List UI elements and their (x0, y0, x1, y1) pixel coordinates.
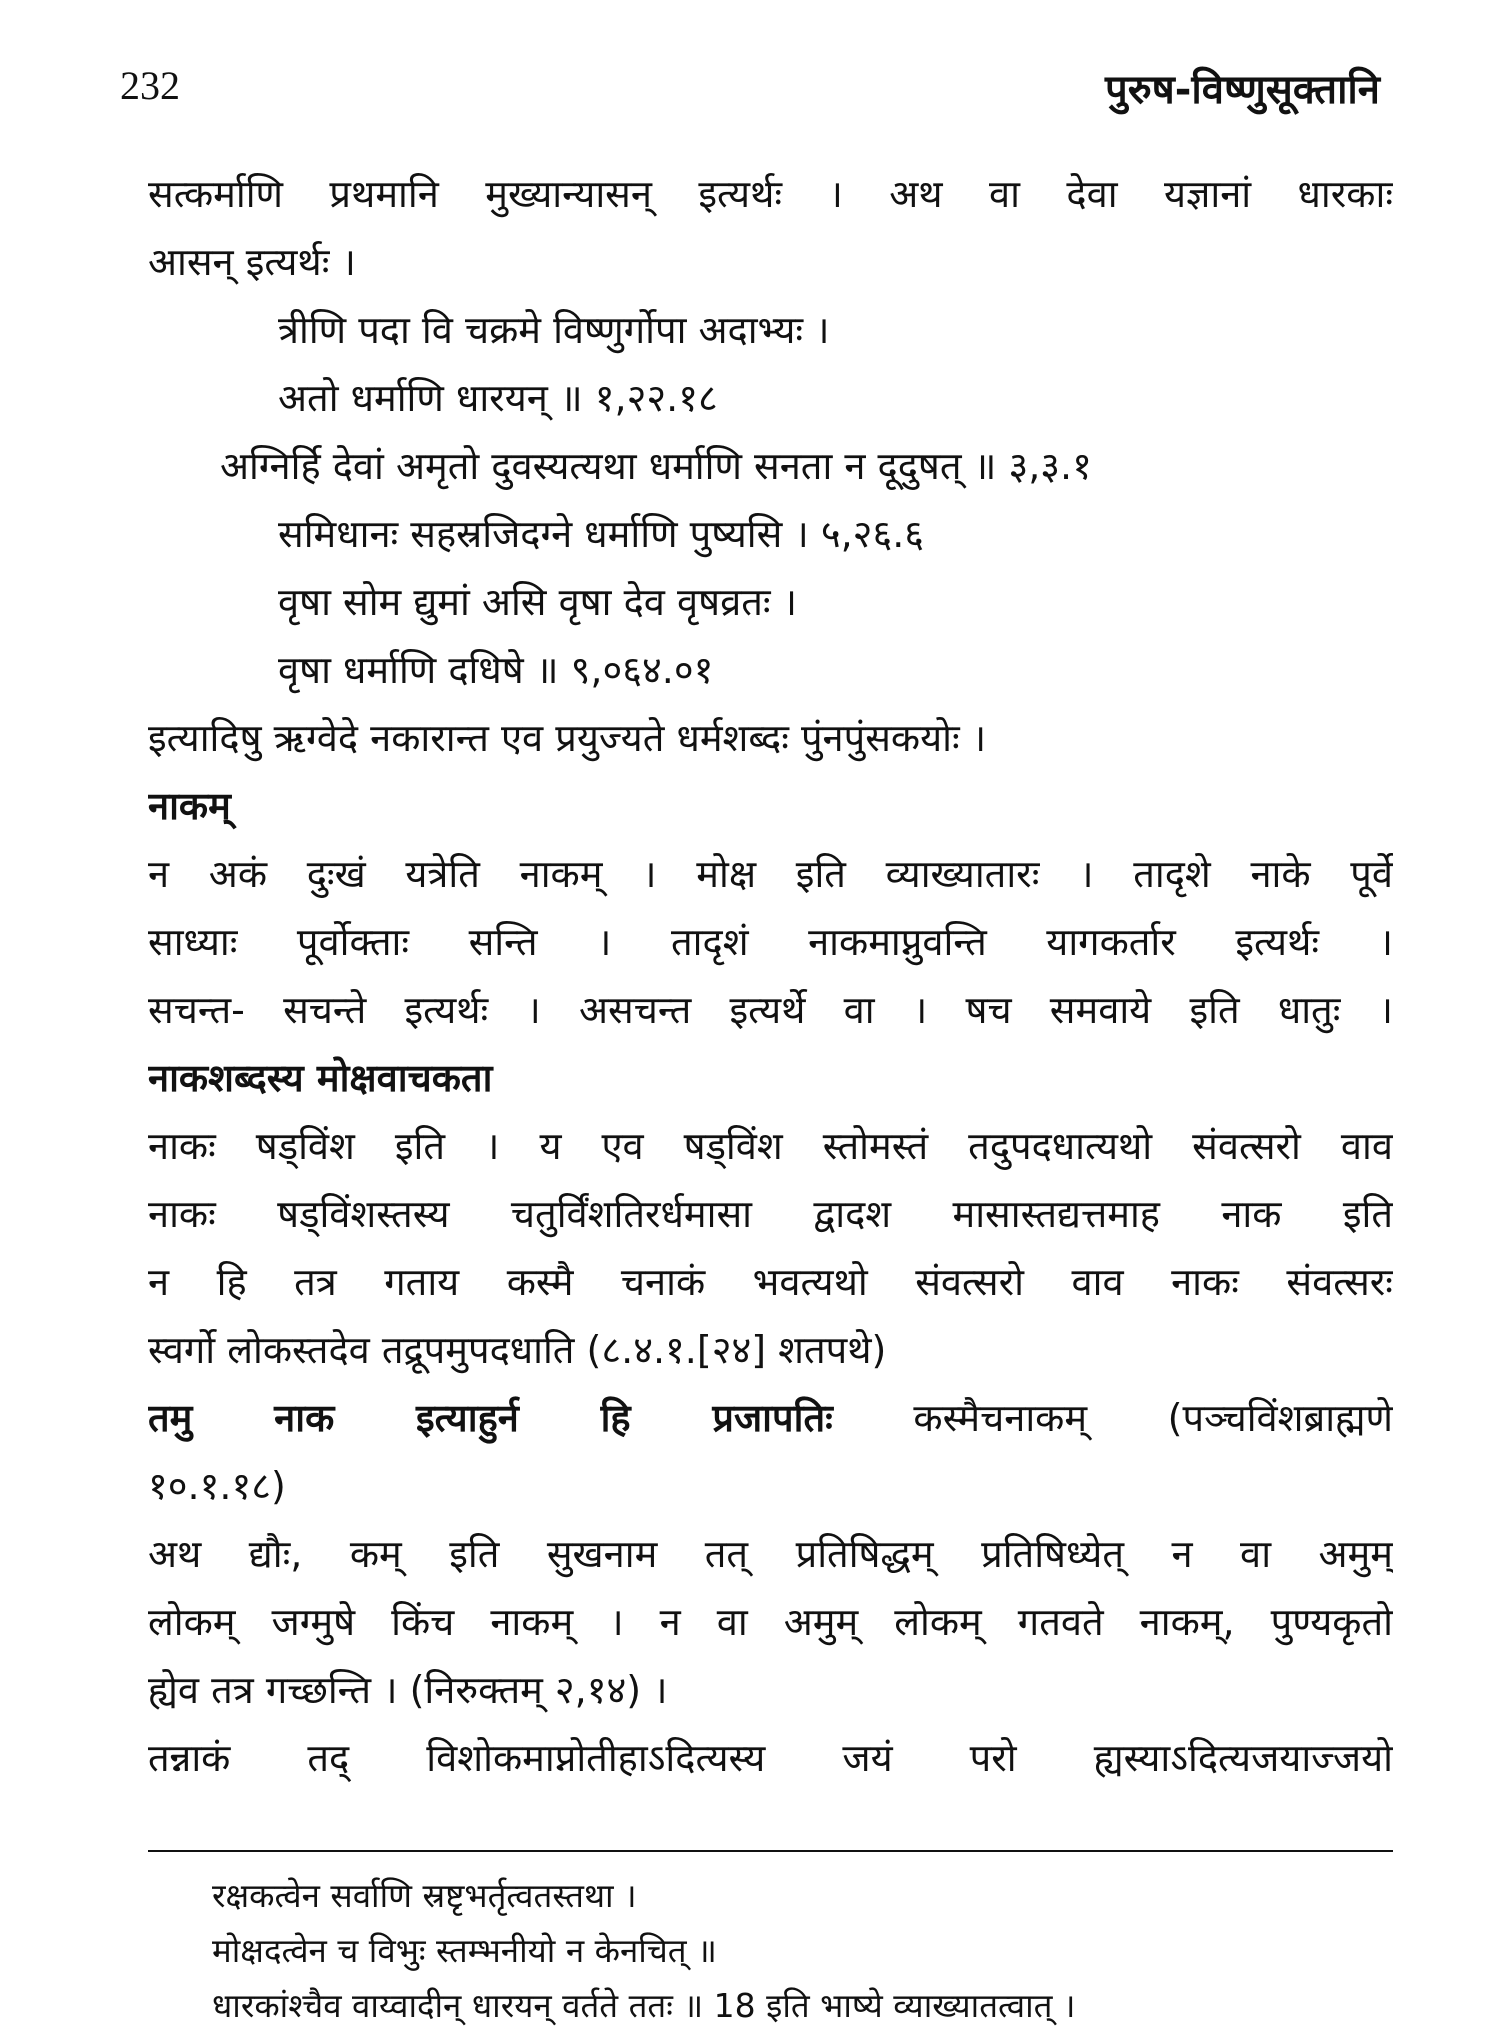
footnote-divider (148, 1850, 1393, 1852)
text-line: तन्नाकं तद् विशोकमाप्नोतीहाऽदित्यस्य जयं परो ह्यस्याऽदित्यजयाज्जयो (148, 1736, 1393, 1780)
text-line (148, 1384, 1393, 1452)
text-line: इत्यादिषु ऋग्वेदे नकारान्त एव प्रयुज्यते धर्मशब्दः पुंनपुंसकयोः । (148, 716, 987, 760)
text-line: न अकं दुःखं यत्रेति नाकम् । मोक्ष इति व्याख्यातारः । तादृशे नाके पूर्वे (148, 852, 1393, 896)
footnote-line: धारकांश्चैव वाय्वादीन् धारयन् वर्तते ततः ॥ 18 इति भाष्ये व्याख्यातत्वात् । (212, 1986, 1076, 2025)
text-line: नाकः षड्विंशस्तस्य चतुर्विंशतिरर्धमासा द्वादश मासास्तद्यत्तमाह नाक इति (148, 1192, 1393, 1236)
verse-line: वृषा धर्माणि दधिषे ॥ ९,०६४.०१ (278, 648, 714, 692)
page-number: 232 (120, 63, 180, 108)
footnote-line: रक्षकत्वेन सर्वाणि स्रष्टृभर्तृत्वतस्तथा । (212, 1876, 637, 1915)
text-line: १०.१.१८) (148, 1464, 286, 1508)
section-heading-nakam: नाकम् (148, 784, 231, 828)
bold-quote: तमु नाक इत्याहुर्न हि प्रजापतिः (148, 1396, 833, 1440)
footnote (212, 1868, 1392, 2033)
verse-line: अतो धर्माणि धारयन् ॥ १,२२.१८ (278, 376, 718, 420)
section-heading-moksha: नाकशब्दस्य मोक्षवाचकता (148, 1056, 493, 1100)
text-line: स्वर्गो लोकस्तदेव तद्रूपमुपदधाति (८.४.१.[२४] शतपथे) (148, 1328, 887, 1372)
verse-line: अग्निर्हि देवां अमृतो दुवस्यत्यथा धर्माणि सनता न दूदुषत् ॥ ३,३.१ (220, 444, 1092, 488)
text-line: लोकम् जग्मुषे किंच नाकम् । न वा अमुम् लोकम् गतवते नाकम्, पुण्यकृतो (148, 1600, 1393, 1644)
verse-line: त्रीणि पदा वि चक्रमे विष्णुर्गोपा अदाभ्यः । (278, 308, 830, 352)
verse-line: वृषा सोम द्युमां असि वृषा देव वृषव्रतः । (278, 580, 798, 624)
running-title: पुरुष-विष्णुसूक्तानि (1105, 67, 1380, 113)
quote-source: कस्मैचनाकम् (पञ्चविंशब्राह्मणे (913, 1396, 1393, 1440)
text-line: आसन् इत्यर्थः । (148, 240, 356, 284)
text-line: नाकः षड्विंश इति । य एव षड्विंश स्तोमस्तं तदुपदधात्यथो संवत्सरो वाव (148, 1124, 1393, 1168)
main-text (148, 160, 1393, 1792)
text-line: अथ द्यौः, कम् इति सुखनाम तत् प्रतिषिद्धम् प्रतिषिध्येत् न वा अमुम् (148, 1532, 1393, 1576)
text-line: न हि तत्र गताय कस्मै चनाकं भवत्यथो संवत्सरो वाव नाकः संवत्सरः (148, 1260, 1393, 1304)
text-line: सत्कर्माणि प्रथमानि मुख्यान्यासन् इत्यर्थः । अथ वा देवा यज्ञानां धारकाः (148, 172, 1393, 216)
text-line: सचन्त- सचन्ते इत्यर्थः । असचन्त इत्यर्थे वा । षच समवाये इति धातुः । (148, 988, 1393, 1032)
verse-line: समिधानः सहस्रजिदग्ने धर्माणि पुष्यसि । ५,२६.६ (278, 512, 925, 556)
text-line: ह्येव तत्र गच्छन्ति । (निरुक्तम् २,१४) । (148, 1668, 668, 1712)
text-line: साध्याः पूर्वोक्ताः सन्ति । तादृशं नाकमाप्नुवन्ति यागकर्तार इत्यर्थः । (148, 920, 1393, 964)
footnote-line: मोक्षदत्वेन च विभुः स्तम्भनीयो न केनचित् ॥ (212, 1931, 717, 1970)
